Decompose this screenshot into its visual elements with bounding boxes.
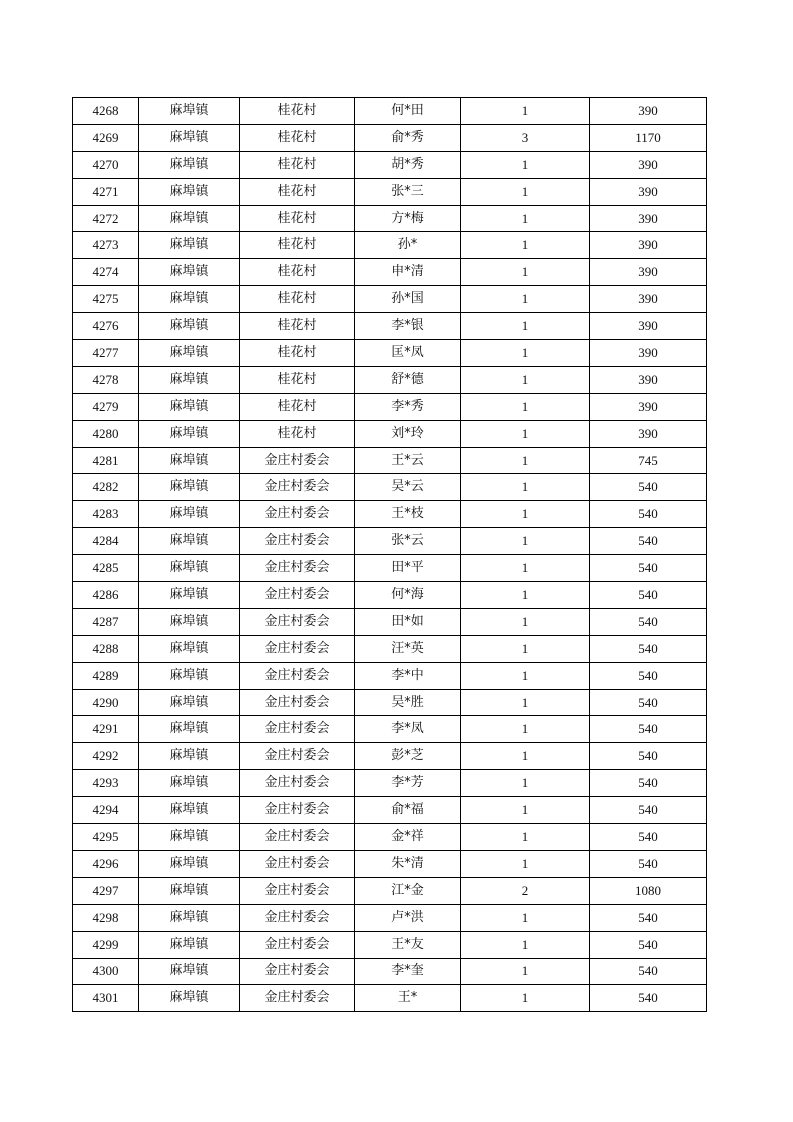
cell-name: 方*梅 <box>355 205 461 232</box>
cell-town: 麻埠镇 <box>139 447 240 474</box>
cell-count: 1 <box>461 850 590 877</box>
table-row <box>73 286 707 313</box>
cell-village: 金庄村委会 <box>240 555 355 582</box>
cell-count: 1 <box>461 608 590 635</box>
cell-town: 麻埠镇 <box>139 824 240 851</box>
cell-count: 1 <box>461 393 590 420</box>
cell-village: 桂花村 <box>240 366 355 393</box>
cell-name: 王*友 <box>355 931 461 958</box>
cell-name: 王*云 <box>355 447 461 474</box>
cell-village: 金庄村委会 <box>240 662 355 689</box>
cell-amount: 540 <box>590 608 707 635</box>
cell-name: 俞*秀 <box>355 124 461 151</box>
table-row <box>73 393 707 420</box>
cell-town: 麻埠镇 <box>139 286 240 313</box>
roster-table-body <box>73 98 707 1012</box>
cell-amount: 540 <box>590 770 707 797</box>
cell-village: 金庄村委会 <box>240 635 355 662</box>
cell-town: 麻埠镇 <box>139 850 240 877</box>
cell-town: 麻埠镇 <box>139 582 240 609</box>
table-row <box>73 716 707 743</box>
cell-amount: 540 <box>590 797 707 824</box>
cell-town: 麻埠镇 <box>139 501 240 528</box>
cell-count: 1 <box>461 501 590 528</box>
cell-amount: 390 <box>590 205 707 232</box>
cell-seq: 4270 <box>73 151 139 178</box>
cell-village: 桂花村 <box>240 393 355 420</box>
cell-town: 麻埠镇 <box>139 259 240 286</box>
cell-amount: 540 <box>590 985 707 1012</box>
cell-town: 麻埠镇 <box>139 716 240 743</box>
cell-amount: 540 <box>590 958 707 985</box>
cell-town: 麻埠镇 <box>139 958 240 985</box>
cell-seq: 4297 <box>73 877 139 904</box>
cell-count: 1 <box>461 931 590 958</box>
cell-amount: 1080 <box>590 877 707 904</box>
cell-seq: 4295 <box>73 824 139 851</box>
cell-seq: 4282 <box>73 474 139 501</box>
cell-village: 金庄村委会 <box>240 958 355 985</box>
cell-name: 张*三 <box>355 178 461 205</box>
cell-amount: 540 <box>590 850 707 877</box>
cell-town: 麻埠镇 <box>139 313 240 340</box>
cell-town: 麻埠镇 <box>139 232 240 259</box>
cell-village: 金庄村委会 <box>240 850 355 877</box>
cell-count: 1 <box>461 286 590 313</box>
cell-name: 王*枝 <box>355 501 461 528</box>
cell-count: 1 <box>461 340 590 367</box>
cell-town: 麻埠镇 <box>139 205 240 232</box>
cell-count: 3 <box>461 124 590 151</box>
cell-town: 麻埠镇 <box>139 151 240 178</box>
cell-town: 麻埠镇 <box>139 98 240 125</box>
table-row <box>73 850 707 877</box>
cell-town: 麻埠镇 <box>139 393 240 420</box>
table-row <box>73 474 707 501</box>
cell-name: 刘*玲 <box>355 420 461 447</box>
cell-count: 1 <box>461 205 590 232</box>
cell-village: 金庄村委会 <box>240 582 355 609</box>
cell-seq: 4278 <box>73 366 139 393</box>
cell-amount: 390 <box>590 420 707 447</box>
cell-name: 吴*胜 <box>355 689 461 716</box>
table-row <box>73 124 707 151</box>
cell-count: 1 <box>461 582 590 609</box>
table-row <box>73 958 707 985</box>
cell-name: 朱*清 <box>355 850 461 877</box>
cell-count: 1 <box>461 904 590 931</box>
cell-seq: 4284 <box>73 528 139 555</box>
cell-seq: 4294 <box>73 797 139 824</box>
cell-amount: 540 <box>590 743 707 770</box>
cell-amount: 540 <box>590 716 707 743</box>
cell-seq: 4268 <box>73 98 139 125</box>
cell-village: 金庄村委会 <box>240 904 355 931</box>
cell-count: 1 <box>461 366 590 393</box>
table-row <box>73 447 707 474</box>
cell-seq: 4283 <box>73 501 139 528</box>
cell-name: 汪*英 <box>355 635 461 662</box>
cell-seq: 4281 <box>73 447 139 474</box>
cell-amount: 390 <box>590 393 707 420</box>
cell-amount: 540 <box>590 555 707 582</box>
cell-count: 2 <box>461 877 590 904</box>
cell-amount: 540 <box>590 904 707 931</box>
cell-name: 吴*云 <box>355 474 461 501</box>
cell-town: 麻埠镇 <box>139 635 240 662</box>
cell-seq: 4271 <box>73 178 139 205</box>
cell-count: 1 <box>461 447 590 474</box>
cell-town: 麻埠镇 <box>139 770 240 797</box>
cell-name: 李*芳 <box>355 770 461 797</box>
table-row <box>73 877 707 904</box>
cell-amount: 540 <box>590 501 707 528</box>
table-row <box>73 824 707 851</box>
cell-amount: 540 <box>590 689 707 716</box>
cell-name: 匡*凤 <box>355 340 461 367</box>
cell-seq: 4300 <box>73 958 139 985</box>
table-row <box>73 420 707 447</box>
table-row <box>73 904 707 931</box>
cell-count: 1 <box>461 528 590 555</box>
cell-village: 桂花村 <box>240 205 355 232</box>
cell-count: 1 <box>461 259 590 286</box>
cell-count: 1 <box>461 151 590 178</box>
table-row <box>73 743 707 770</box>
cell-village: 桂花村 <box>240 151 355 178</box>
cell-amount: 540 <box>590 582 707 609</box>
cell-count: 1 <box>461 178 590 205</box>
table-row <box>73 151 707 178</box>
cell-village: 桂花村 <box>240 124 355 151</box>
cell-amount: 390 <box>590 178 707 205</box>
cell-town: 麻埠镇 <box>139 985 240 1012</box>
table-row <box>73 232 707 259</box>
cell-amount: 390 <box>590 232 707 259</box>
table-row <box>73 205 707 232</box>
table-row <box>73 985 707 1012</box>
cell-seq: 4272 <box>73 205 139 232</box>
cell-name: 孙* <box>355 232 461 259</box>
cell-count: 1 <box>461 474 590 501</box>
cell-amount: 390 <box>590 340 707 367</box>
cell-town: 麻埠镇 <box>139 904 240 931</box>
table-row <box>73 555 707 582</box>
cell-name: 申*清 <box>355 259 461 286</box>
roster-table <box>72 97 707 1012</box>
cell-village: 金庄村委会 <box>240 797 355 824</box>
table-row <box>73 689 707 716</box>
cell-village: 金庄村委会 <box>240 824 355 851</box>
cell-town: 麻埠镇 <box>139 931 240 958</box>
cell-seq: 4276 <box>73 313 139 340</box>
cell-name: 李*奎 <box>355 958 461 985</box>
cell-name: 胡*秀 <box>355 151 461 178</box>
table-row <box>73 528 707 555</box>
cell-amount: 390 <box>590 366 707 393</box>
cell-village: 金庄村委会 <box>240 689 355 716</box>
cell-amount: 540 <box>590 528 707 555</box>
cell-name: 李*秀 <box>355 393 461 420</box>
cell-town: 麻埠镇 <box>139 178 240 205</box>
cell-count: 1 <box>461 232 590 259</box>
table-row <box>73 313 707 340</box>
cell-amount: 540 <box>590 662 707 689</box>
cell-count: 1 <box>461 420 590 447</box>
table-row <box>73 635 707 662</box>
cell-amount: 390 <box>590 286 707 313</box>
cell-village: 金庄村委会 <box>240 474 355 501</box>
cell-name: 金*祥 <box>355 824 461 851</box>
table-row <box>73 366 707 393</box>
cell-count: 1 <box>461 716 590 743</box>
cell-count: 1 <box>461 985 590 1012</box>
cell-village: 金庄村委会 <box>240 528 355 555</box>
table-row <box>73 662 707 689</box>
cell-village: 金庄村委会 <box>240 608 355 635</box>
cell-amount: 540 <box>590 931 707 958</box>
cell-name: 王* <box>355 985 461 1012</box>
cell-town: 麻埠镇 <box>139 743 240 770</box>
cell-amount: 540 <box>590 474 707 501</box>
table-row <box>73 340 707 367</box>
cell-village: 桂花村 <box>240 178 355 205</box>
cell-count: 1 <box>461 743 590 770</box>
cell-village: 金庄村委会 <box>240 770 355 797</box>
cell-seq: 4289 <box>73 662 139 689</box>
cell-name: 张*云 <box>355 528 461 555</box>
cell-town: 麻埠镇 <box>139 555 240 582</box>
cell-seq: 4296 <box>73 850 139 877</box>
cell-village: 金庄村委会 <box>240 501 355 528</box>
cell-name: 田*平 <box>355 555 461 582</box>
cell-count: 1 <box>461 98 590 125</box>
cell-name: 何*田 <box>355 98 461 125</box>
cell-village: 桂花村 <box>240 420 355 447</box>
cell-village: 金庄村委会 <box>240 743 355 770</box>
cell-town: 麻埠镇 <box>139 420 240 447</box>
cell-name: 孙*国 <box>355 286 461 313</box>
cell-name: 卢*洪 <box>355 904 461 931</box>
table-row <box>73 501 707 528</box>
cell-count: 1 <box>461 770 590 797</box>
cell-town: 麻埠镇 <box>139 797 240 824</box>
table-row <box>73 582 707 609</box>
cell-town: 麻埠镇 <box>139 474 240 501</box>
cell-village: 桂花村 <box>240 313 355 340</box>
cell-seq: 4288 <box>73 635 139 662</box>
cell-name: 彭*芝 <box>355 743 461 770</box>
cell-amount: 390 <box>590 259 707 286</box>
cell-village: 桂花村 <box>240 259 355 286</box>
cell-seq: 4301 <box>73 985 139 1012</box>
cell-town: 麻埠镇 <box>139 608 240 635</box>
cell-seq: 4287 <box>73 608 139 635</box>
cell-name: 田*如 <box>355 608 461 635</box>
cell-name: 俞*福 <box>355 797 461 824</box>
table-row <box>73 259 707 286</box>
cell-name: 舒*德 <box>355 366 461 393</box>
cell-count: 1 <box>461 797 590 824</box>
cell-village: 桂花村 <box>240 98 355 125</box>
cell-village: 金庄村委会 <box>240 877 355 904</box>
cell-name: 李*银 <box>355 313 461 340</box>
cell-village: 金庄村委会 <box>240 931 355 958</box>
cell-name: 李*中 <box>355 662 461 689</box>
cell-seq: 4286 <box>73 582 139 609</box>
table-row <box>73 797 707 824</box>
cell-village: 桂花村 <box>240 340 355 367</box>
cell-count: 1 <box>461 313 590 340</box>
cell-town: 麻埠镇 <box>139 662 240 689</box>
cell-town: 麻埠镇 <box>139 366 240 393</box>
table-row <box>73 98 707 125</box>
cell-amount: 390 <box>590 151 707 178</box>
cell-count: 1 <box>461 958 590 985</box>
cell-seq: 4274 <box>73 259 139 286</box>
cell-seq: 4298 <box>73 904 139 931</box>
cell-town: 麻埠镇 <box>139 528 240 555</box>
cell-seq: 4277 <box>73 340 139 367</box>
cell-seq: 4273 <box>73 232 139 259</box>
cell-count: 1 <box>461 555 590 582</box>
cell-name: 江*金 <box>355 877 461 904</box>
cell-name: 李*凤 <box>355 716 461 743</box>
cell-seq: 4275 <box>73 286 139 313</box>
cell-village: 金庄村委会 <box>240 716 355 743</box>
cell-seq: 4291 <box>73 716 139 743</box>
cell-town: 麻埠镇 <box>139 877 240 904</box>
table-row <box>73 178 707 205</box>
cell-name: 何*海 <box>355 582 461 609</box>
cell-seq: 4292 <box>73 743 139 770</box>
cell-village: 桂花村 <box>240 232 355 259</box>
cell-town: 麻埠镇 <box>139 689 240 716</box>
cell-count: 1 <box>461 824 590 851</box>
cell-amount: 390 <box>590 98 707 125</box>
cell-count: 1 <box>461 635 590 662</box>
table-row <box>73 608 707 635</box>
cell-amount: 1170 <box>590 124 707 151</box>
cell-seq: 4299 <box>73 931 139 958</box>
cell-seq: 4290 <box>73 689 139 716</box>
cell-seq: 4269 <box>73 124 139 151</box>
cell-town: 麻埠镇 <box>139 340 240 367</box>
cell-seq: 4279 <box>73 393 139 420</box>
cell-count: 1 <box>461 689 590 716</box>
cell-village: 金庄村委会 <box>240 985 355 1012</box>
document-page <box>72 97 706 1012</box>
cell-seq: 4293 <box>73 770 139 797</box>
cell-seq: 4280 <box>73 420 139 447</box>
cell-seq: 4285 <box>73 555 139 582</box>
table-row <box>73 770 707 797</box>
cell-village: 金庄村委会 <box>240 447 355 474</box>
cell-amount: 390 <box>590 313 707 340</box>
cell-amount: 745 <box>590 447 707 474</box>
cell-amount: 540 <box>590 635 707 662</box>
table-row <box>73 931 707 958</box>
cell-count: 1 <box>461 662 590 689</box>
cell-town: 麻埠镇 <box>139 124 240 151</box>
cell-amount: 540 <box>590 824 707 851</box>
cell-village: 桂花村 <box>240 286 355 313</box>
